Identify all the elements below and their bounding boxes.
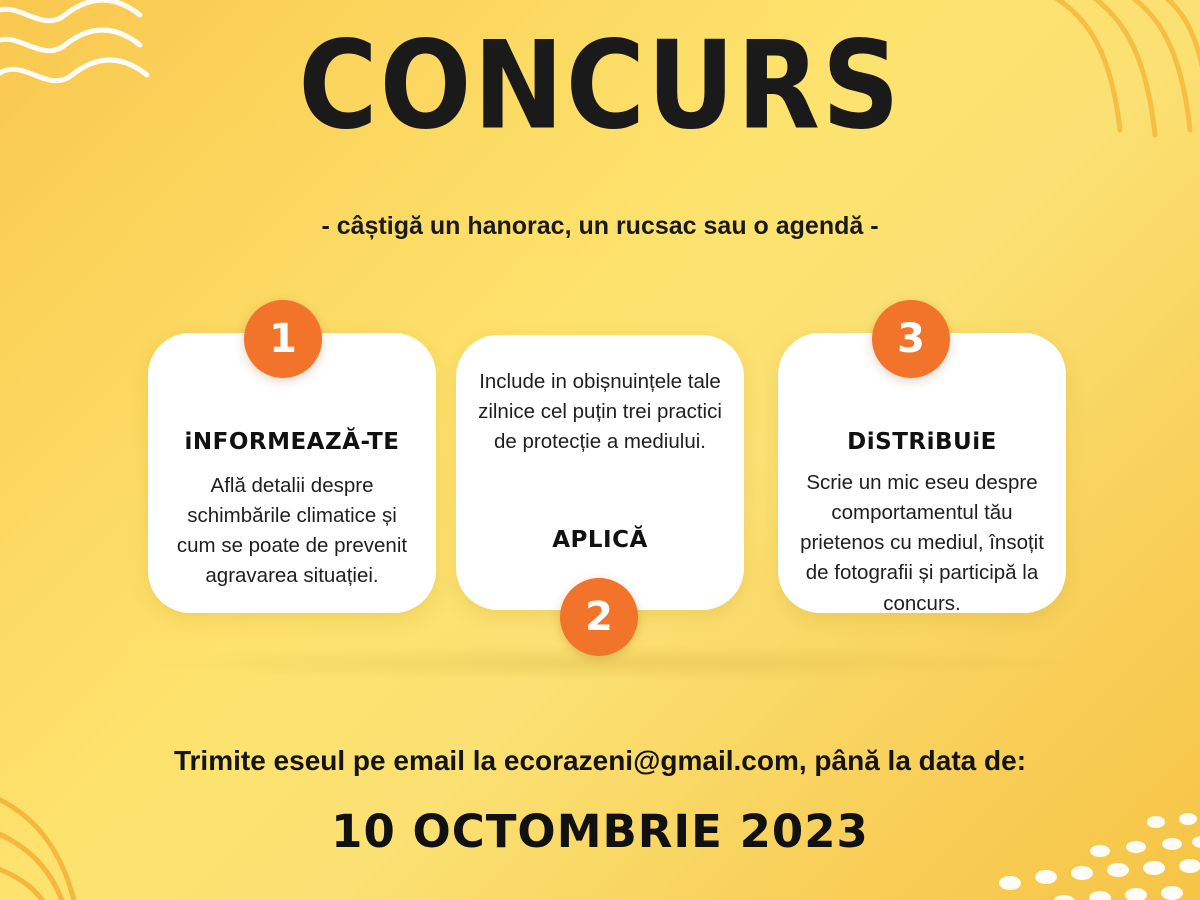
submission-instruction: Trimite eseul pe email la ecorazeni@gmail.com, până la data de: (173, 745, 1027, 776)
step-1-number-badge: 1 (244, 300, 322, 378)
step-3-number-badge: 3 (872, 300, 950, 378)
page-title: CONCURS (298, 16, 902, 157)
step-1-body: Află detalii despre schimbările climatice și cum se poate de prevenit agravarea situației. (176, 474, 408, 588)
steps-container (0, 300, 1200, 660)
step-1-title: iNFORMEAZĂ-TE (184, 429, 400, 455)
step-2-number-badge: 2 (560, 578, 638, 656)
step-2-title: APLICĂ (552, 527, 648, 553)
cards-shadow (140, 645, 1080, 681)
step-3-title: DiSTRiBUiE (847, 429, 997, 455)
step-2-body: Include in obișnuințele tale zilnice cel puțin trei practici de protecție a mediului. (478, 370, 722, 454)
step-card-2 (456, 335, 744, 610)
step-3-body: Scrie un mic eseu despre comportamentul tău prietenos cu mediul, însoțit de fotografii și participă la concurs. (800, 471, 1044, 615)
poster-subtitle: - câștigă un hanorac, un rucsac sau o agendă - (321, 212, 879, 240)
deadline-date: 10 OCTOMBRIE 2023 (331, 805, 869, 858)
